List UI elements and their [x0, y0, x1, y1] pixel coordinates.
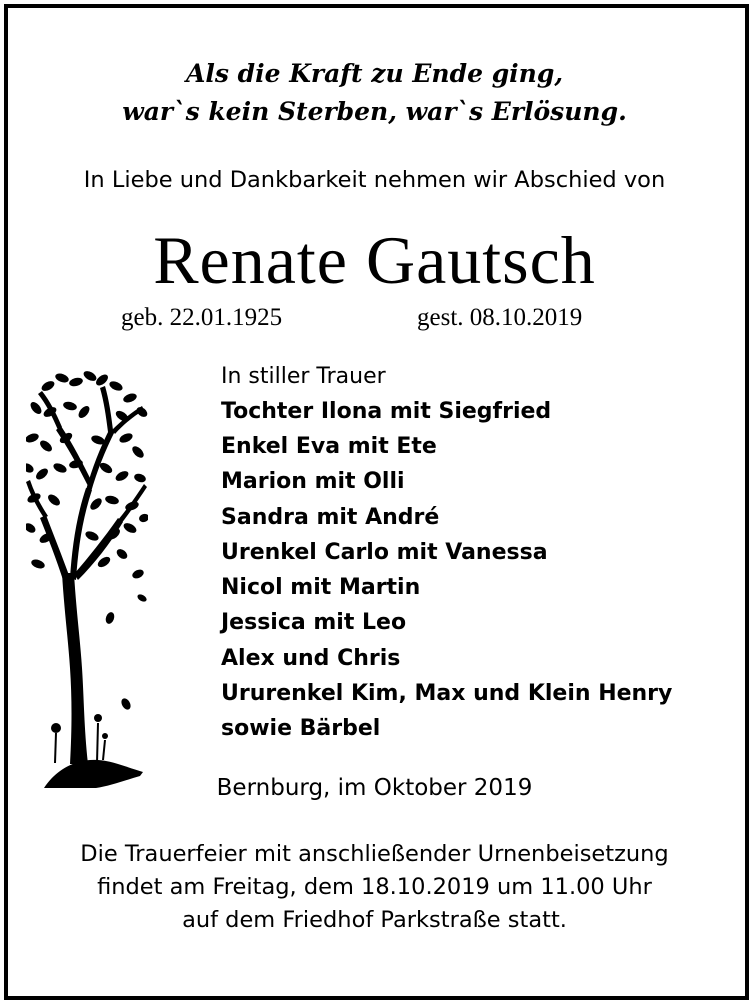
mourner-line: Sandra mit André — [221, 505, 440, 530]
mourner-line: Marion mit Olli — [221, 469, 405, 494]
mourner-line: Ururenkel Kim, Max und Klein Henry — [221, 681, 673, 706]
service-line-2: findet am Freitag, dem 18.10.2019 um 11.00 Uhr — [97, 874, 652, 900]
tree-icon — [26, 368, 148, 798]
quote-line-1: Als die Kraft zu Ende ging, — [185, 59, 564, 88]
service-line-3: auf dem Friedhof Parkstraße statt. — [182, 907, 567, 933]
quote-line-2: war`s kein Sterben, war`s Erlösung. — [122, 97, 627, 126]
service-line-1: Die Trauerfeier mit anschließender Urnenbeisetzung — [80, 841, 669, 867]
birth-date: geb. 22.01.1925 — [121, 304, 283, 331]
death-date: gest. 08.10.2019 — [417, 304, 583, 331]
place-date: Bernburg, im Oktober 2019 — [216, 775, 533, 801]
mourner-line: Jessica mit Leo — [221, 610, 407, 635]
mourners-heading: In stiller Trauer — [221, 364, 386, 389]
mourner-line: Tochter Ilona mit Siegfried — [221, 399, 552, 424]
deceased-name: Renate Gautsch — [153, 222, 596, 298]
mourner-line: Alex und Chris — [221, 646, 401, 671]
intro-text: In Liebe und Dankbarkeit nehmen wir Abschied von — [83, 167, 666, 193]
mourner-line: sowie Bärbel — [221, 716, 381, 741]
mourner-line: Urenkel Carlo mit Vanessa — [221, 540, 548, 565]
mourner-line: Enkel Eva mit Ete — [221, 434, 437, 459]
mourner-line: Nicol mit Martin — [221, 575, 421, 600]
